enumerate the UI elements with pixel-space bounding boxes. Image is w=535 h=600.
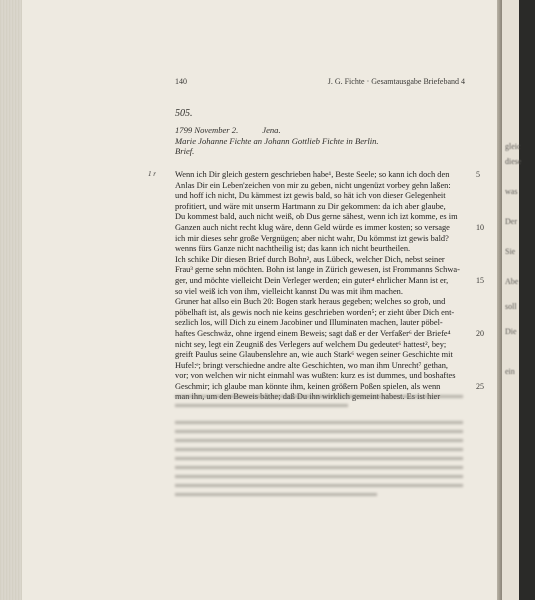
text-line: Hufel:ᵉ; bringt verschiedne andre alte Geschichten, wo man ihm Unrecht⁷ gethan,: [175, 360, 448, 370]
line-number: 10: [476, 223, 484, 232]
text-line: nicht sey, legt ein Zeugniß des Verlegers auf welchem Du gedeutet⁶ hattest², bey;: [175, 339, 447, 349]
text-line: pöbelhaft ist, als gewis noch nie keins geschrieben worden⁵; er zieht über Dich ent-: [175, 307, 455, 317]
text-line: Geschmir; ich glaube man könnte ihm, keinen größern Poßen spielen, als wenn: [175, 381, 441, 391]
text-line: Anlas Dir ein Leben'zeichen von mir zu geben, nicht ungenüzt vorbey gehn laßen:: [175, 180, 451, 190]
text-line: und hoff ich nicht, Du kämmest izt gewis bald, so hät ich von dieser Gelegenheit: [175, 191, 446, 201]
text-line: ich mir dieses sehr große Vergnügen; aber nicht wahr, Du kömmst izt gewis bald?: [175, 233, 449, 243]
text-line: Ich schike Dir diesen Brief durch Bohn², aus Lübeck, welcher Dich, nebst seiner: [175, 254, 445, 264]
page-number: 140: [175, 77, 187, 86]
text-line: Wenn ich Dir gleich gestern geschrieben habe¹, Beste Seele; so kann ich doch den: [175, 170, 450, 179]
letter-date: 1799 November 2.: [175, 125, 239, 135]
letter-addressee: Marie Johanne Fichte an Johann Gottlieb Fichte in Berlin.: [175, 135, 379, 146]
line-number: 5: [476, 170, 480, 179]
letter-number: 505.: [175, 108, 193, 119]
line-number: 25: [476, 382, 484, 391]
line-number: 20: [476, 329, 484, 338]
text-line: greift Paulus seine Glaubenslehre an, wie auch Stark⁶ wegen seiner Geschichte mit: [175, 350, 453, 360]
text-line: ger, und möchte vielleicht Dein Verleger werden; ein guter⁴ ehrlicher Mann ist er,: [175, 275, 449, 285]
letter-type: Brief.: [175, 146, 195, 156]
letter-body: [175, 170, 461, 403]
folio-mark: 1 r: [148, 170, 156, 178]
facing-page: gleic diese was Der Sie Abe soll Die ein: [502, 0, 519, 600]
text-line: haftes Geschwäz, ohne irgend einem Beweis; sagt daß er der Verfaßer⁶ der Briefe⁴: [175, 328, 451, 338]
line-number: 15: [476, 276, 484, 285]
text-line: so viel weiß ich von ihm, vielleicht kannst Du was mit ihm machen.: [175, 286, 403, 296]
running-title: J. G. Fichte · Gesamtausgabe Briefeband 4: [327, 77, 465, 86]
text-line: Gruner hat allso ein Buch 20: Bogen stark heraus gegeben; welches so grob, und: [175, 297, 446, 307]
page-stack-edge: [0, 0, 22, 600]
footnotes-blurred: [175, 395, 463, 502]
letter-header: [175, 125, 379, 157]
text-line: Du kommest bald, auch nicht weiß, ob Dus gerne sähest, wenn ich izt komme, es im: [175, 212, 458, 222]
text-line: vor; von welchen wir nicht einmahl was wußten: kurz es ist dummes, und boshaftes: [175, 371, 456, 381]
text-line: Ganzen auch nicht recht klug wäre, denn Geld würde es immer kosten; so versage: [175, 222, 450, 232]
text-line: profitiert, und wäre mit unserm Hartmann zu Dir gekommen: da ich aber glaube,: [175, 201, 446, 211]
text-line: wenns fürs Ganze nicht nachtheilig ist; das kann ich nicht beurtheilen.: [175, 244, 411, 254]
letter-place: Jena.: [262, 125, 281, 135]
text-line: sezlich los, will Dich zu einem Jacobiner und Illuminaten machen, lauter pöbel-: [175, 318, 443, 328]
text-line: Frau³ gerne sehn möchten. Bohn ist lange in Zürich gewesen, ist Frommanns Schwa-: [175, 265, 460, 275]
